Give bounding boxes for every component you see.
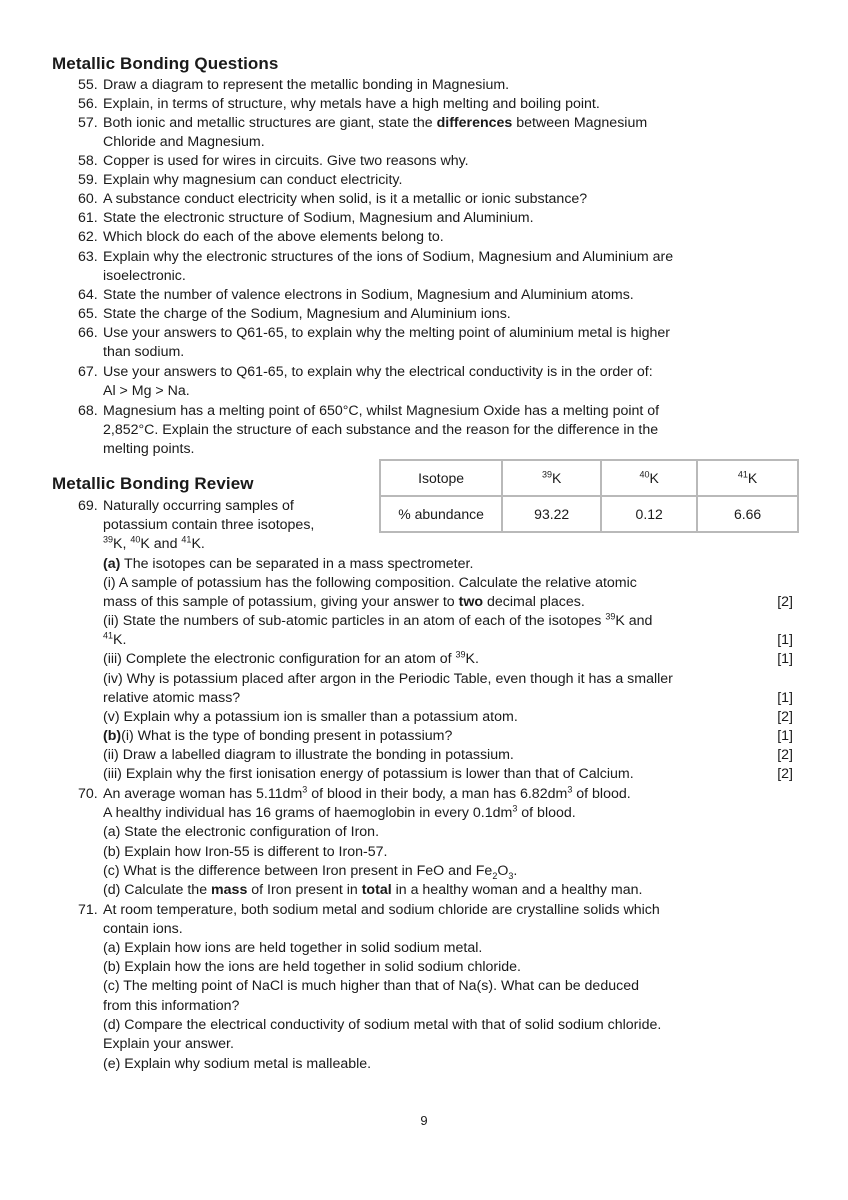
table-row [380, 496, 798, 532]
question-number: 69. [78, 498, 98, 514]
section-title-questions: Metallic Bonding Questions [52, 54, 279, 73]
table-cell: 0.12 [601, 496, 697, 532]
question-text: Naturally occurring samples of [103, 498, 294, 514]
question-63-continuation: isoelectronic. [103, 268, 186, 284]
table-cell: 93.22 [502, 496, 601, 532]
marks: [2] [777, 747, 793, 763]
question-number: 70. [78, 786, 98, 802]
question-text: A substance conduct electricity when solid, is it a metallic or ionic substance? [103, 191, 588, 207]
part-a-ii-continuation: $^{41}$K. [1] [103, 631, 793, 650]
question-68-continuation: 2,852°C. Explain the structure of each substance and the reason for the difference in the [103, 422, 659, 438]
marks: [1] [777, 728, 793, 744]
question-text: Which block do each of the above elements belong to. [103, 229, 444, 245]
table-cell: 6.66 [697, 496, 798, 532]
part-b-ii: (ii) Draw a labelled diagram to illustrate the bonding in potassium. [2] [103, 746, 793, 765]
table-header-cell: $^{40}$K [601, 460, 697, 496]
question-number: 64. [78, 287, 98, 303]
part-c: (c) The melting point of NaCl is much higher than that of Na(s). What can be deduced [103, 978, 639, 994]
part-b: (b) Explain how Iron-55 is different to Iron-57. [103, 844, 388, 860]
question-text: At room temperature, both sodium metal and sodium chloride are crystalline solids which [103, 902, 660, 918]
part-d-continuation: Explain your answer. [103, 1036, 234, 1052]
question-text: Both ionic and metallic structures are giant, state the differences between Magnesium [103, 115, 648, 131]
question-69-continuation: potassium contain three isotopes, [103, 517, 315, 533]
question-text: State the charge of the Sodium, Magnesium and Aluminium ions. [103, 306, 511, 322]
question-text: Explain, in terms of structure, why metals have a high melting and boiling point. [103, 96, 600, 112]
question-number: 67. [78, 364, 98, 380]
question-67-continuation: Al > Mg > Na. [103, 383, 190, 399]
question-number: 71. [78, 902, 98, 918]
part-a-i: (i) A sample of potassium has the following composition. Calculate the relative atomic [103, 575, 637, 591]
question-number: 61. [78, 210, 98, 226]
marks: [2] [777, 766, 793, 782]
marks: [2] [777, 709, 793, 725]
part-a-iii: (iii) Complete the electronic configuration for an atom of $^{39}$K. [1] [103, 650, 793, 669]
table-cell: % abundance [380, 496, 502, 532]
question-68-continuation: melting points. [103, 441, 195, 457]
question-text: Use your answers to Q61-65, to explain why the electrical conductivity is in the order of: [103, 364, 653, 380]
question-text: Explain why the electronic structures of the ions of Sodium, Magnesium and Aluminium are [103, 249, 674, 265]
question-text: An average woman has $5.11dm^3$ of blood in their body, a man has $6.82dm^3$ of blood. [103, 784, 631, 802]
marks: [1] [777, 690, 793, 706]
isotope-table [379, 459, 799, 533]
part-c: (c) What is the difference between Iron present in FeO and $Fe_2O_3$. [103, 863, 518, 881]
part-a-ii: (ii) State the numbers of sub-atomic particles in an atom of each of the isotopes $^{39}$K and [103, 611, 653, 629]
table-row [380, 460, 798, 496]
question-69-isotopes: $^{39}$K, $^{40}$K and $^{41}$K. [103, 534, 205, 552]
question-number: 60. [78, 191, 98, 207]
question-number: 66. [78, 325, 98, 341]
part-a: (a) Explain how ions are held together in solid sodium metal. [103, 940, 483, 956]
question-number: 65. [78, 306, 98, 322]
part-a-i-continuation: mass of this sample of potassium, giving your answer to two decimal places. [2] [103, 593, 793, 612]
question-71-continuation: contain ions. [103, 921, 183, 937]
part-b: (b) Explain how the ions are held together in solid sodium chloride. [103, 959, 521, 975]
question-66-continuation: than sodium. [103, 344, 185, 360]
part-a: (a) The isotopes can be separated in a mass spectrometer. [103, 556, 474, 572]
question-number: 62. [78, 229, 98, 245]
marks: [2] [777, 594, 793, 610]
question-text: State the number of valence electrons in Sodium, Magnesium and Aluminium atoms. [103, 287, 634, 303]
part-a: (a) State the electronic configuration of Iron. [103, 824, 380, 840]
part-c-continuation: from this information? [103, 998, 240, 1014]
table-header-cell: Isotope [380, 460, 502, 496]
question-number: 55. [78, 77, 98, 93]
section-title-review: Metallic Bonding Review [52, 474, 254, 493]
page-number: 9 [420, 1113, 428, 1128]
part-a-v: (v) Explain why a potassium ion is smaller than a potassium atom. [2] [103, 708, 793, 727]
question-number: 57. [78, 115, 98, 131]
question-number: 58. [78, 153, 98, 169]
part-a-iv-continuation: relative atomic mass? [1] [103, 689, 793, 708]
part-e: (e) Explain why sodium metal is malleable. [103, 1056, 372, 1072]
marks: [1] [777, 651, 793, 667]
question-text: Explain why magnesium can conduct electricity. [103, 172, 403, 188]
question-70-continuation: A healthy individual has 16 grams of haemoglobin in every $0.1dm^3$ of blood. [103, 803, 576, 821]
question-number: 56. [78, 96, 98, 112]
table-header-cell: $^{39}$K [502, 460, 601, 496]
question-text: Magnesium has a melting point of 650°C, whilst Magnesium Oxide has a melting point of [103, 403, 660, 419]
question-number: 63. [78, 249, 98, 265]
question-text: Use your answers to Q61-65, to explain why the melting point of aluminium metal is higher [103, 325, 670, 341]
question-text: State the electronic structure of Sodium, Magnesium and Aluminium. [103, 210, 534, 226]
table-header-cell: $^{41}$K [697, 460, 798, 496]
question-number: 68. [78, 403, 98, 419]
question-text: Copper is used for wires in circuits. Give two reasons why. [103, 153, 469, 169]
marks: [1] [777, 632, 793, 648]
part-b-i: (b)(i) What is the type of bonding present in potassium? [1] [103, 727, 793, 746]
question-number: 59. [78, 172, 98, 188]
part-a-iv: (iv) Why is potassium placed after argon in the Periodic Table, even though it has a smaller [103, 671, 673, 687]
part-b-iii: (iii) Explain why the first ionisation energy of potassium is lower than that of Calcium. [2] [103, 765, 793, 784]
question-57-continuation: Chloride and Magnesium. [103, 134, 265, 150]
part-d: (d) Calculate the mass of Iron present in total in a healthy woman and a healthy man. [103, 882, 643, 898]
part-d: (d) Compare the electrical conductivity of sodium metal with that of solid sodium chloride. [103, 1017, 662, 1033]
question-text: Draw a diagram to represent the metallic bonding in Magnesium. [103, 77, 510, 93]
